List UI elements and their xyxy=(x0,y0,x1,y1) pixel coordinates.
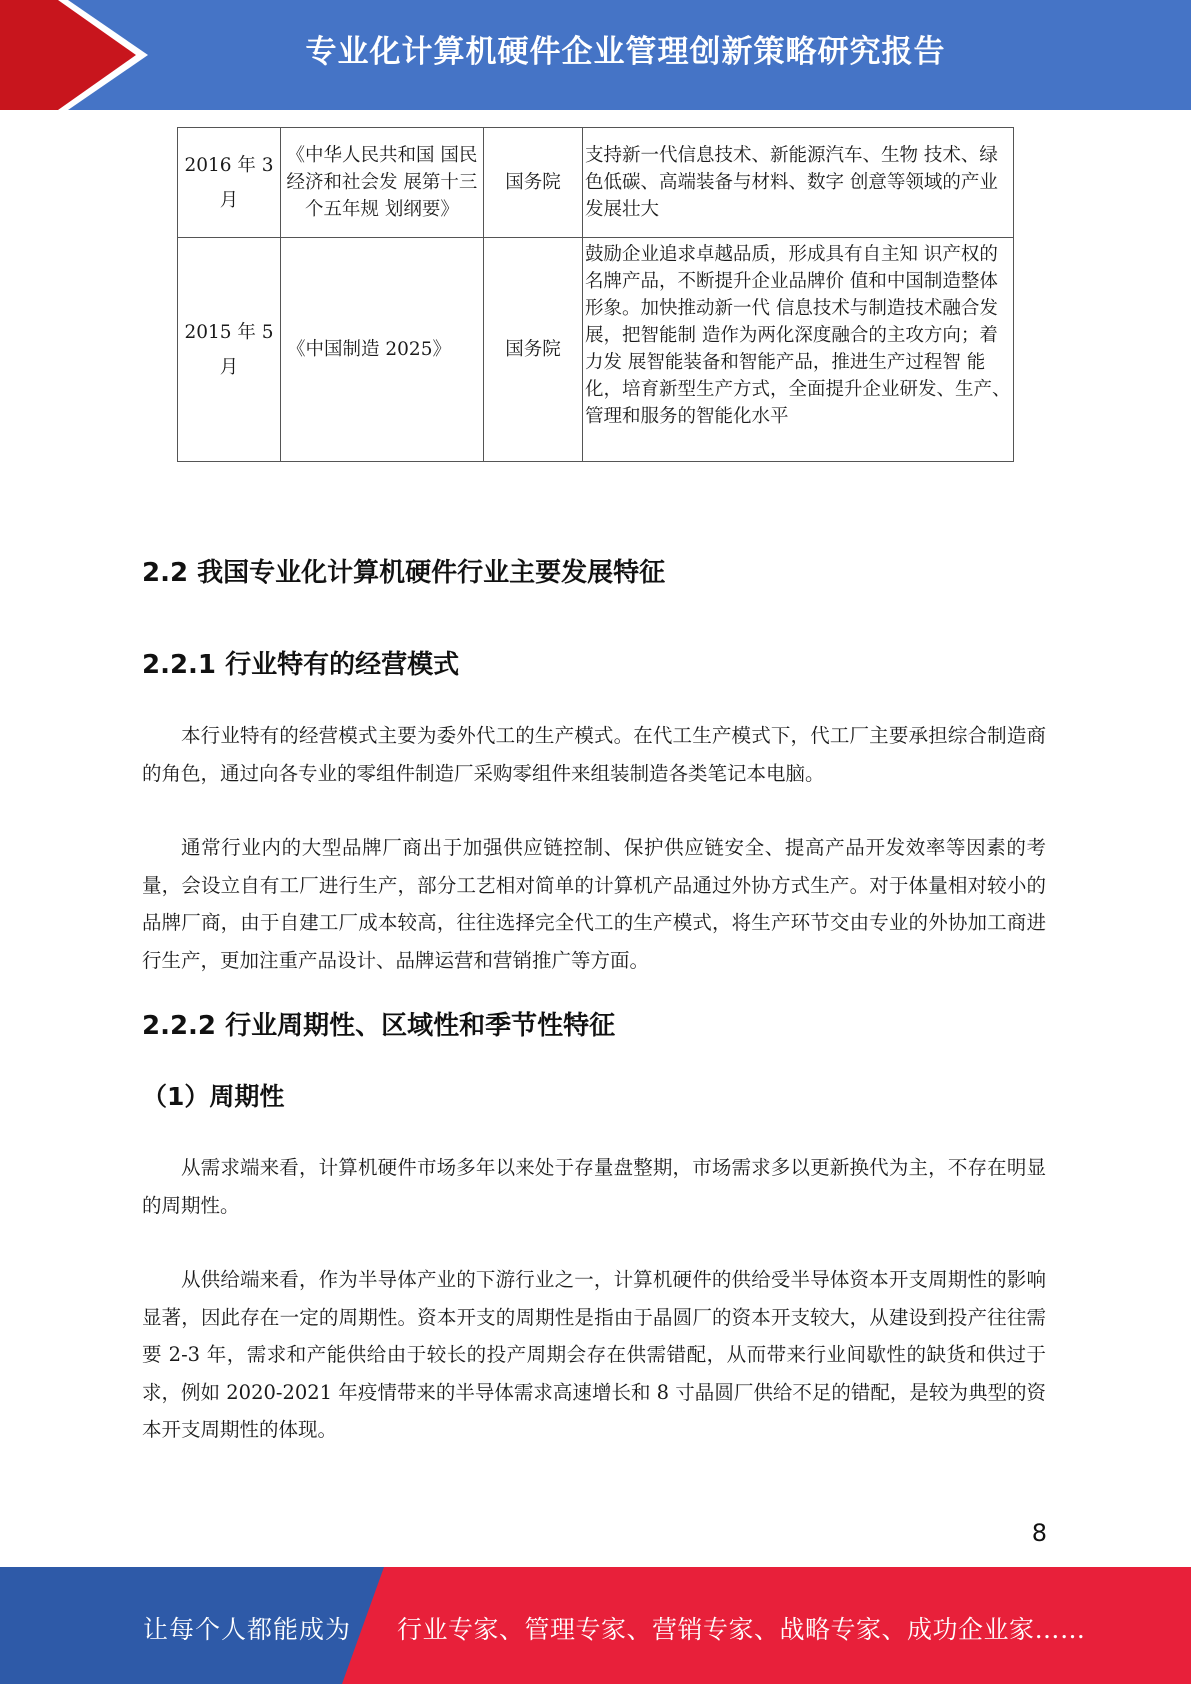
section-heading-2-2: 2.2 我国专业化计算机硬件行业主要发展特征 xyxy=(142,558,666,588)
policy-department: 国务院 xyxy=(484,238,583,462)
policy-date: 2016 年 3 月 xyxy=(178,128,281,238)
policy-content: 鼓励企业追求卓越品质，形成具有自主知 识产权的名牌产品，不断提升企业品牌价 值和中国制造整体形象。加快推动新一代 信息技术与制造技术融合发展，把智能制 造作为两化深度融合的主攻方向；着力发 展智能装备和智能产品，推进生产过程智 能化，培育新型生产方式，全面提升企业研发、生产、管理和服务的智能化水平 xyxy=(583,238,1014,462)
policy-document: 《中华人民共和国 国民经济和社会发 展第十三个五年规 划纲要》 xyxy=(281,128,484,238)
section-heading-2-2-2: 2.2.2 行业周期性、区域性和季节性特征 xyxy=(142,1011,616,1041)
section-heading-2-2-1: 2.2.1 行业特有的经营模式 xyxy=(142,650,460,680)
policy-date: 2015 年 5 月 xyxy=(178,238,281,462)
body-paragraph: 本行业特有的经营模式主要为委外代工的生产模式。在代工生产模式下，代工厂主要承担综合制造商的角色，通过向各专业的零组件制造厂采购零组件来组装制造各类笔记本电脑。 xyxy=(142,724,1046,785)
policy-content: 支持新一代信息技术、新能源汽车、生物 技术、绿色低碳、高端装备与材料、数字 创意等领域的产业发展壮大 xyxy=(583,128,1014,238)
subsection-heading-cyclicality: （1）周期性 xyxy=(142,1082,285,1111)
body-paragraph: 从供给端来看，作为半导体产业的下游行业之一，计算机硬件的供给受半导体资本开支周期性的影响显著，因此存在一定的周期性。资本开支的周期性是指由于晶圆厂的资本开支较大，从建设到投产往往需要 2-3 年，需求和产能供给由于较长的投产周期会存在供需错配，从而带来行业间歇性的缺货和供过于求，例如 2020-2021 年疫情带来的半导体需求高速增长和 8 寸晶圆厂供给不足的错配，是较为典型的资本开支周期性的体现。 xyxy=(142,1268,1046,1441)
report-title: 专业化计算机硬件企业管理创新策略研究报告 xyxy=(305,34,946,70)
page-header xyxy=(0,0,1191,110)
page-number: 8 xyxy=(1031,1519,1047,1547)
footer-slogan-left: 让每个人都能成为 xyxy=(143,1615,352,1644)
page-footer xyxy=(0,1567,1191,1684)
table-row xyxy=(178,128,1014,238)
table-row xyxy=(178,238,1014,462)
policy-document: 《中国制造 2025》 xyxy=(281,238,484,462)
body-paragraph: 从需求端来看，计算机硬件市场多年以来处于存量盘整期，市场需求多以更新换代为主，不存在明显的周期性。 xyxy=(142,1156,1046,1217)
policy-department: 国务院 xyxy=(484,128,583,238)
policy-table xyxy=(177,127,1014,462)
footer-slogan-right: 行业专家、管理专家、营销专家、战略专家、成功企业家…… xyxy=(397,1615,1086,1644)
body-paragraph: 通常行业内的大型品牌厂商出于加强供应链控制、保护供应链安全、提高产品开发效率等因素的考量，会设立自有工厂进行生产，部分工艺相对简单的计算机产品通过外协方式生产。对于体量相对较小的品牌厂商，由于自建工厂成本较高，往往选择完全代工的生产模式，将生产环节交由专业的外协加工商进行生产，更加注重产品设计、品牌运营和营销推广等方面。 xyxy=(142,836,1046,972)
